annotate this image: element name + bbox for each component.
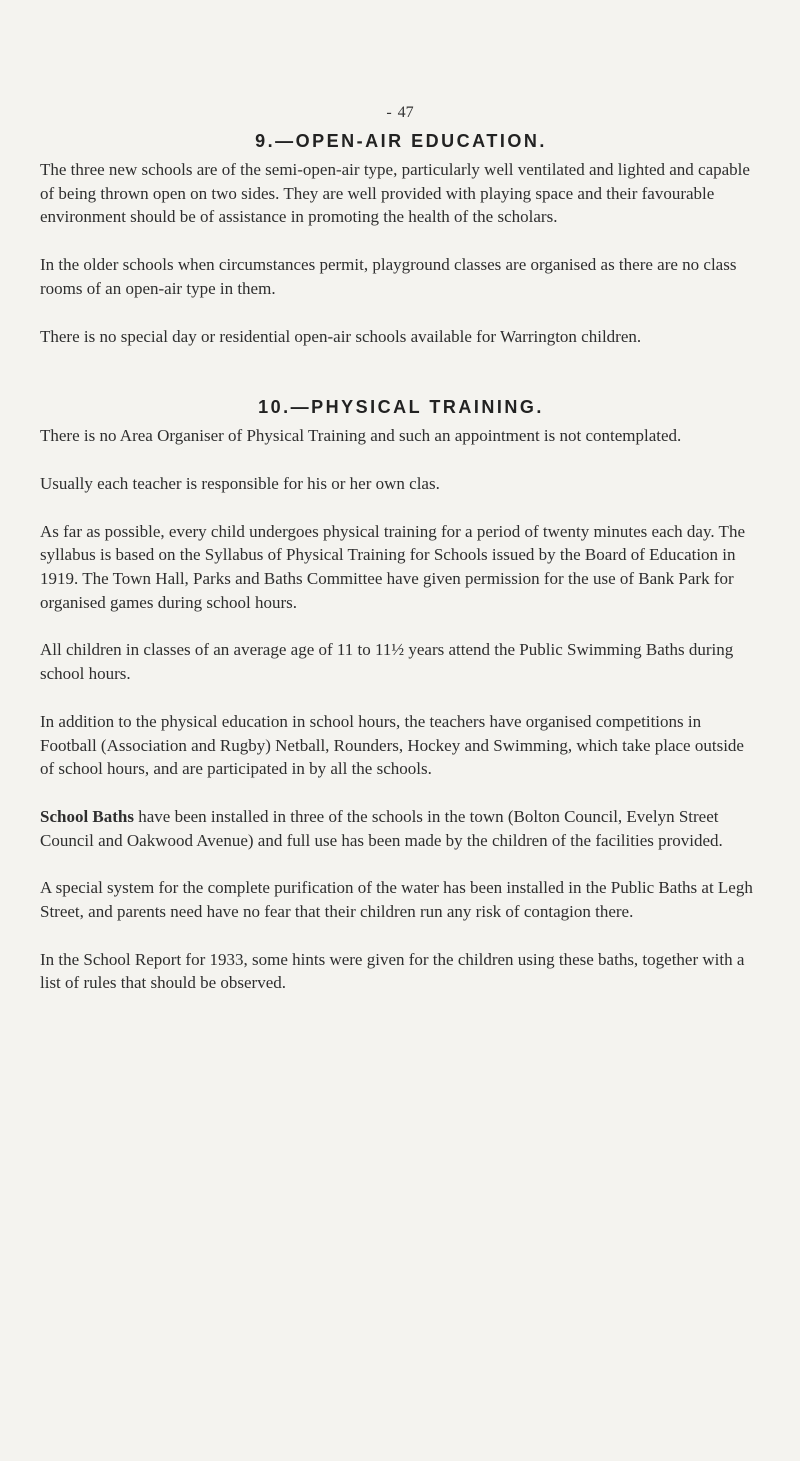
page-number-value: 47 xyxy=(397,104,414,121)
page-content xyxy=(40,128,762,1019)
paragraph-school-baths xyxy=(40,805,762,852)
paragraph: As far as possible, every child undergoes physical training for a period of twenty minutes each day. The syllabus is based on the Syllabus of Physical Training for Schools issued by the Board of Education in 1919. The Town Hall, Parks and Baths Committee have given permission for the use of Bank Park for organised games during school hours. xyxy=(40,521,745,612)
paragraph: Usually each teacher is responsible for his or her own clas. xyxy=(40,473,440,493)
paragraph: The three new schools are of the semi-open-air type, particularly well ventilated and lighted and capable of being thrown open on two sides. They are well provided with playing space and their favourable environment should be of assistance in promoting the health of the scholars. xyxy=(40,160,750,227)
section-physical-training xyxy=(40,394,762,995)
paragraph: A special system for the complete purification of the water has been installed in the Public Baths at Legh Street, and parents need have no fear that their children run any risk of contagion there. xyxy=(40,878,753,922)
paragraph: There is no Area Organiser of Physical Training and such an appointment is not contemplated. xyxy=(40,426,682,446)
paragraph: In addition to the physical education in school hours, the teachers have organised competitions in Football (Association and Rugby) Netball, Rounders, Hockey and Swimming, which take place outside of school hours, and are participated in by all the schools. xyxy=(40,711,744,779)
paragraph: There is no special day or residential open-air schools available for Warrington children. xyxy=(40,326,642,346)
section-spacer xyxy=(40,372,762,394)
page-number-prefix: - xyxy=(386,104,392,121)
bold-lead-text: School Baths xyxy=(40,806,134,826)
paragraph-text: have been installed in three of the schools in the town (Bolton Council, Evelyn Street Council and Oakwood Avenue) and full use has been made by the children of the facilities provided. xyxy=(40,806,723,850)
section-heading: 10.—PHYSICAL TRAINING. xyxy=(258,397,544,418)
paragraph: In the School Report for 1933, some hints were given for the children using these baths, together with a list of rules that should be observed. xyxy=(40,949,745,993)
page-number xyxy=(360,104,440,122)
section-heading: 9.—OPEN-AIR EDUCATION. xyxy=(255,131,547,151)
section-open-air-education xyxy=(40,128,762,348)
paragraph: All children in classes of an average age of 11 to 11½ years attend the Public Swimming Baths during school hours. xyxy=(40,640,734,684)
paragraph: In the older schools when circumstances permit, playground classes are organised as there are no class rooms of an open-air type in them. xyxy=(40,255,737,298)
